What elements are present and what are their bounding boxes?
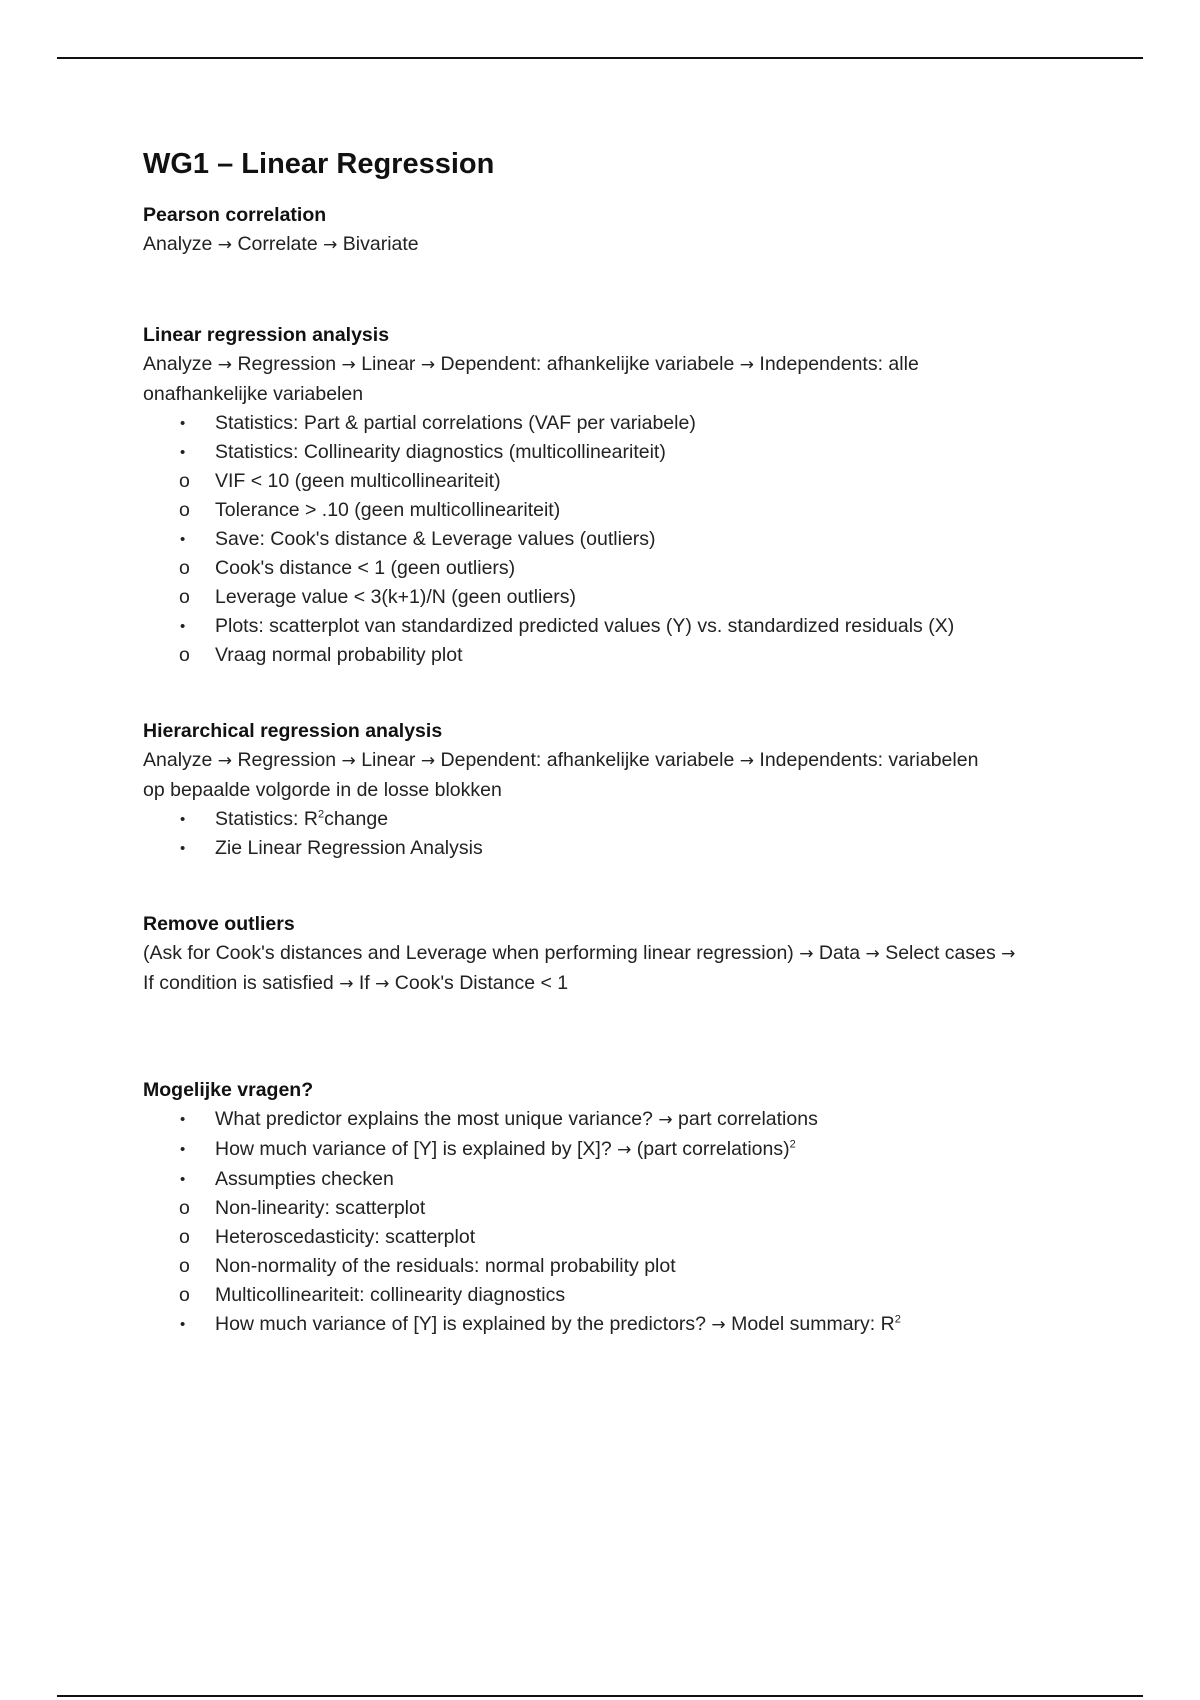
path-step: Cook's Distance < 1 (394, 972, 569, 994)
section-heading: Remove outliers (143, 913, 295, 935)
path-step: Bivariate (342, 233, 419, 255)
superscript: 2 (789, 1138, 796, 1151)
sub-list-item (143, 554, 1073, 583)
path-step: Independents: alle (759, 353, 919, 375)
path-step: Correlate (237, 233, 318, 255)
arrow-icon: → (217, 751, 233, 771)
sub-bullet-icon: o (179, 586, 190, 608)
bullet-icon: • (180, 840, 186, 857)
document-body (143, 143, 1073, 1340)
arrow-icon: → (323, 235, 338, 255)
list-item-text: Assumpties checken (215, 1168, 394, 1190)
menu-path (143, 939, 1073, 969)
page-title: WG1 – Linear Regression (143, 148, 495, 180)
bullet-list (143, 1105, 1073, 1194)
section-hierarchical-regression (143, 717, 1073, 863)
footer-rule (57, 1695, 1143, 1697)
list-item (143, 525, 1073, 554)
path-step: (Ask for Cook's distances and Leverage when performing linear regression) (143, 942, 794, 964)
list-item (143, 805, 1073, 834)
superscript: 2 (894, 1313, 901, 1326)
section-pearson (143, 201, 1073, 260)
sub-list-item-text: Heteroscedasticity: scatterplot (215, 1226, 476, 1248)
bullet-list (143, 1310, 1073, 1340)
menu-path (143, 230, 1073, 260)
sub-bullet-list (143, 467, 1073, 525)
list-item (143, 612, 1073, 641)
path-step: Dependent: afhankelijke variabele (440, 749, 735, 771)
section-heading: Mogelijke vragen? (143, 1079, 314, 1101)
question-text: What predictor explains the most unique variance? (215, 1108, 653, 1130)
path-step: Regression (237, 353, 337, 375)
sub-bullet-icon: o (179, 557, 190, 579)
arrow-icon: → (739, 751, 754, 771)
section-heading: Pearson correlation (143, 204, 327, 226)
answer-text: Model summary: R (731, 1313, 895, 1335)
bullet-icon: • (180, 444, 186, 461)
list-item-text: Statistics: Part & partial correlations (VAF per variabele) (215, 412, 696, 434)
bullet-icon: • (180, 415, 186, 432)
sub-bullet-icon: o (179, 499, 190, 521)
list-item (143, 1105, 1073, 1135)
path-step: If (358, 972, 370, 994)
list-item (143, 834, 1073, 863)
sub-list-item (143, 1194, 1073, 1223)
sub-list-item (143, 1223, 1073, 1252)
arrow-icon: → (1001, 944, 1016, 964)
sub-list-item-text: Multicollineariteit: collinearity diagnostics (215, 1284, 566, 1306)
arrow-icon: → (375, 974, 390, 994)
sub-bullet-icon: o (179, 1197, 190, 1219)
question-text: How much variance of [Y] is explained by [X]? (215, 1138, 612, 1160)
path-step: Data (818, 942, 861, 964)
path-step: Independents: variabelen (759, 749, 979, 771)
list-item (143, 1135, 1073, 1165)
sub-list-item (143, 467, 1073, 496)
bullet-icon: • (180, 1171, 186, 1188)
path-step: Analyze (143, 353, 213, 375)
sub-list-item-text: Non-normality of the residuals: normal probability plot (215, 1255, 676, 1277)
arrow-icon: → (865, 944, 880, 964)
sub-bullet-list (143, 1194, 1073, 1310)
sub-list-item-text: Leverage value < 3(k+1)/N (geen outliers) (215, 586, 576, 608)
sub-list-item-text: VIF < 10 (geen multicollineariteit) (215, 470, 501, 492)
sub-list-item (143, 496, 1073, 525)
arrow-icon: → (799, 944, 814, 964)
sub-list-item-text: Vraag normal probability plot (215, 644, 463, 666)
sub-list-item (143, 1252, 1073, 1281)
bullet-icon: • (180, 1111, 186, 1128)
sub-bullet-icon: o (179, 1284, 190, 1306)
question-text: How much variance of [Y] is explained by the predictors? (215, 1313, 706, 1335)
arrow-icon: → (341, 751, 356, 771)
sub-list-item (143, 1281, 1073, 1310)
section-remove-outliers (143, 910, 1073, 999)
arrow-icon: → (420, 355, 436, 375)
sub-bullet-icon: o (179, 644, 190, 666)
sub-bullet-list (143, 554, 1073, 612)
menu-path (143, 746, 1073, 776)
answer-text: (part correlations) (636, 1138, 790, 1160)
bullet-icon: • (180, 1316, 186, 1333)
path-step: Analyze (143, 749, 213, 771)
sub-bullet-icon: o (179, 1226, 190, 1248)
path-step: Select cases (885, 942, 996, 964)
bullet-list (143, 525, 1073, 554)
list-item (143, 438, 1073, 467)
section-possible-questions (143, 1076, 1073, 1340)
header-rule (57, 57, 1143, 59)
arrow-icon: → (711, 1315, 726, 1335)
list-item (143, 409, 1073, 438)
section-linear-regression (143, 321, 1073, 670)
menu-path-continued: onafhankelijke variabelen (143, 383, 364, 405)
list-item-text: Zie Linear Regression Analysis (215, 837, 483, 859)
answer-text: part correlations (678, 1108, 818, 1130)
bullet-list (143, 409, 1073, 467)
list-item (143, 1310, 1073, 1340)
path-step: Analyze (143, 233, 213, 255)
list-item (143, 1165, 1073, 1194)
list-item-text: Statistics: R (215, 808, 318, 830)
list-item-text: change (324, 808, 389, 830)
sub-list-item (143, 583, 1073, 612)
arrow-icon: → (739, 355, 754, 375)
sub-bullet-icon: o (179, 1255, 190, 1277)
menu-path (143, 350, 1073, 380)
arrow-icon: → (217, 235, 233, 255)
arrow-icon: → (658, 1110, 673, 1130)
path-step: Linear (361, 749, 416, 771)
arrow-icon: → (617, 1140, 632, 1160)
bullet-icon: • (180, 618, 186, 635)
list-item-text: Save: Cook's distance & Leverage values (outliers) (215, 528, 656, 550)
path-step: If condition is satisfied (143, 972, 334, 994)
sub-list-item-text: Tolerance > .10 (geen multicollineariteit) (215, 499, 561, 521)
superscript: 2 (317, 808, 325, 821)
bullet-icon: • (180, 811, 186, 828)
path-step: Regression (237, 749, 337, 771)
sub-bullet-list (143, 641, 1073, 670)
path-step: Linear (361, 353, 416, 375)
menu-path-continued (143, 969, 1073, 999)
section-heading: Linear regression analysis (143, 324, 390, 346)
arrow-icon: → (339, 974, 354, 994)
sub-bullet-icon: o (179, 470, 190, 492)
bullet-list (143, 612, 1073, 641)
arrow-icon: → (420, 751, 436, 771)
bullet-icon: • (180, 531, 186, 548)
bullet-list (143, 805, 1073, 863)
sub-list-item (143, 641, 1073, 670)
arrow-icon: → (341, 355, 356, 375)
sub-list-item-text: Non-linearity: scatterplot (215, 1197, 426, 1219)
path-step: Dependent: afhankelijke variabele (440, 353, 735, 375)
section-heading: Hierarchical regression analysis (143, 720, 443, 742)
list-item-text: Statistics: Collinearity diagnostics (multicollineariteit) (215, 441, 666, 463)
menu-path-continued: op bepaalde volgorde in de losse blokken (143, 779, 502, 801)
list-item-text: Plots: scatterplot van standardized predicted values (Y) vs. standardized residuals (X) (215, 615, 955, 637)
bullet-icon: • (180, 1141, 186, 1158)
arrow-icon: → (217, 355, 233, 375)
sub-list-item-text: Cook's distance < 1 (geen outliers) (215, 557, 516, 579)
